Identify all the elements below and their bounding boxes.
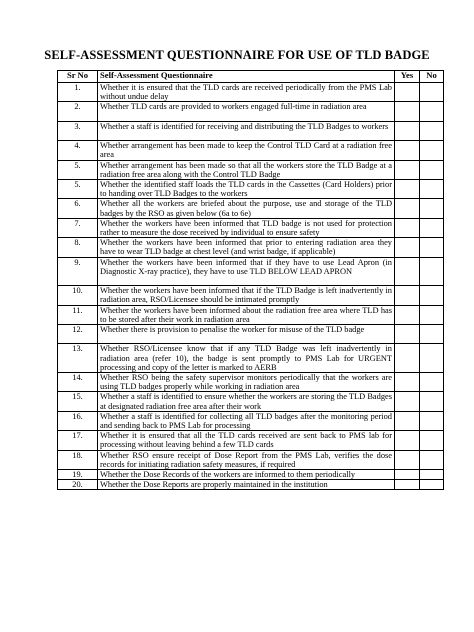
no-cell[interactable] <box>420 431 444 450</box>
table-row <box>58 470 444 480</box>
row-number: 16. <box>58 411 98 430</box>
row-question: Whether all the workers are briefed about the purpose, use and storage of the TLD badges by the RSO as given below (6a to 6e) <box>98 199 395 218</box>
row-question: Whether the Dose Records of the workers are informed to them periodically <box>98 470 395 480</box>
no-cell[interactable] <box>420 470 444 480</box>
no-cell[interactable] <box>420 480 444 490</box>
yes-cell[interactable] <box>395 373 420 392</box>
table-row <box>58 286 444 305</box>
row-number: 19. <box>58 470 98 480</box>
row-question: Whether a staff is identified for receiving and distributing the TLD Badges to workers <box>98 121 395 140</box>
table-row <box>58 305 444 324</box>
row-number: 4. <box>58 141 98 160</box>
row-question: Whether it is ensured that all the TLD cards received are sent back to PMS lab for processing without leaving behind a few TLD cards <box>98 431 395 450</box>
table-row <box>58 392 444 411</box>
table-row <box>58 199 444 218</box>
no-cell[interactable] <box>420 325 444 344</box>
yes-cell[interactable] <box>395 450 420 469</box>
row-question: Whether the workers have been informed that TLD badge is not used for protection rather to measure the dose received by individual to ensure safety <box>98 218 395 237</box>
row-number: 1. <box>58 83 98 102</box>
row-number: 8. <box>58 238 98 257</box>
row-number: 12. <box>58 325 98 344</box>
yes-cell[interactable] <box>395 392 420 411</box>
table-row <box>58 180 444 199</box>
table-row <box>58 431 444 450</box>
no-cell[interactable] <box>420 218 444 237</box>
row-question: Whether it is ensured that the TLD cards are received periodically from the PMS Lab without undue delay <box>98 83 395 102</box>
row-number: 13. <box>58 344 98 373</box>
yes-cell[interactable] <box>395 102 420 121</box>
row-question: Whether a staff is identified to ensure whether the workers are storing the TLD Badges at designated radiation free area after their work <box>98 392 395 411</box>
row-question: Whether the workers have been informed that prior to entering radiation area they have to wear TLD badge at chest level (and wrist badge, if applicable) <box>98 238 395 257</box>
no-cell[interactable] <box>420 121 444 140</box>
row-number: 18. <box>58 450 98 469</box>
table-row <box>58 160 444 179</box>
row-number: 11. <box>58 305 98 324</box>
questionnaire-table <box>57 70 444 490</box>
row-question: Whether RSO/Licensee know that if any TLD Badge was left inadvertently in radiation area (refer 10), the badge is sent promptly to PMS Lab for URGENT processing and copy of the letter is marked to AERB <box>98 344 395 373</box>
yes-cell[interactable] <box>395 411 420 430</box>
row-number: 3. <box>58 121 98 140</box>
row-question: Whether the workers have been informed that if the TLD Badge is left inadvertently in radiation area, RSO/Licensee should be intimated promptly <box>98 286 395 305</box>
document-title: SELF-ASSESSMENT QUESTIONNAIRE FOR USE OF TLD BADGE <box>44 48 430 62</box>
table-row <box>58 83 444 102</box>
row-number: 5. <box>58 160 98 179</box>
yes-cell[interactable] <box>395 121 420 140</box>
row-question: Whether RSO being the safety supervisor monitors periodically that the workers are using TLD badges properly while working in radiation area <box>98 373 395 392</box>
row-question: Whether RSO ensure receipt of Dose Report from the PMS Lab, verifies the dose records for initiating radiation safety measures, if required <box>98 450 395 469</box>
yes-cell[interactable] <box>395 238 420 257</box>
no-cell[interactable] <box>420 450 444 469</box>
no-cell[interactable] <box>420 180 444 199</box>
row-number: 5. <box>58 180 98 199</box>
yes-cell[interactable] <box>395 325 420 344</box>
no-cell[interactable] <box>420 286 444 305</box>
no-cell[interactable] <box>420 344 444 373</box>
table-row <box>58 450 444 469</box>
yes-cell[interactable] <box>395 344 420 373</box>
table-row <box>58 257 444 286</box>
row-question: Whether the identified staff loads the TLD cards in the Cassettes (Card Holders) prior to handing over TLD Badges to the workers <box>98 180 395 199</box>
row-question: Whether a staff is identified for collecting all TLD badges after the monitoring period and sending back to PMS Lab for processing <box>98 411 395 430</box>
yes-cell[interactable] <box>395 141 420 160</box>
no-cell[interactable] <box>420 83 444 102</box>
table-row <box>58 141 444 160</box>
row-number: 9. <box>58 257 98 286</box>
table-row <box>58 325 444 344</box>
table-row <box>58 411 444 430</box>
yes-cell[interactable] <box>395 199 420 218</box>
row-question: Whether arrangement has been made so that all the workers store the TLD Badge at a radiation free area along with the Control TLD Badge <box>98 160 395 179</box>
table-row <box>58 102 444 121</box>
row-question: Whether the workers have been informed about the radiation free area where TLD has to be stored after their work in radiation area <box>98 305 395 324</box>
table-header-row <box>58 71 444 83</box>
header-question: Self-Assessment Questionnaire <box>98 71 395 83</box>
table-row <box>58 238 444 257</box>
table-row <box>58 121 444 140</box>
yes-cell[interactable] <box>395 83 420 102</box>
no-cell[interactable] <box>420 392 444 411</box>
header-yes: Yes <box>395 71 420 83</box>
no-cell[interactable] <box>420 102 444 121</box>
no-cell[interactable] <box>420 411 444 430</box>
row-number: 7. <box>58 218 98 237</box>
row-number: 6. <box>58 199 98 218</box>
no-cell[interactable] <box>420 160 444 179</box>
table-row <box>58 480 444 490</box>
row-question: Whether there is provision to penalise the worker for misuse of the TLD badge <box>98 325 395 344</box>
no-cell[interactable] <box>420 257 444 286</box>
row-number: 14. <box>58 373 98 392</box>
yes-cell[interactable] <box>395 257 420 286</box>
yes-cell[interactable] <box>395 286 420 305</box>
yes-cell[interactable] <box>395 431 420 450</box>
table-row <box>58 218 444 237</box>
row-number: 20. <box>58 480 98 490</box>
row-question: Whether TLD cards are provided to workers engaged full-time in radiation area <box>98 102 395 121</box>
row-question: Whether arrangement has been made to keep the Control TLD Card at a radiation free area <box>98 141 395 160</box>
row-number: 10. <box>58 286 98 305</box>
table-row <box>58 344 444 373</box>
no-cell[interactable] <box>420 141 444 160</box>
no-cell[interactable] <box>420 238 444 257</box>
row-number: 2. <box>58 102 98 121</box>
no-cell[interactable] <box>420 199 444 218</box>
row-question: Whether the workers have been informed that if they have to use Lead Apron (in Diagnostic X-ray practice), they have to use TLD BELOW LEAD APRON <box>98 257 395 286</box>
yes-cell[interactable] <box>395 180 420 199</box>
header-sr-no: Sr No <box>58 71 98 83</box>
header-no: No <box>420 71 444 83</box>
row-question: Whether the Dose Reports are properly maintained in the institution <box>98 480 395 490</box>
yes-cell[interactable] <box>395 480 420 490</box>
table-row <box>58 373 444 392</box>
row-number: 17. <box>58 431 98 450</box>
yes-cell[interactable] <box>395 160 420 179</box>
row-number: 15. <box>58 392 98 411</box>
no-cell[interactable] <box>420 305 444 324</box>
yes-cell[interactable] <box>395 470 420 480</box>
no-cell[interactable] <box>420 373 444 392</box>
yes-cell[interactable] <box>395 305 420 324</box>
yes-cell[interactable] <box>395 218 420 237</box>
